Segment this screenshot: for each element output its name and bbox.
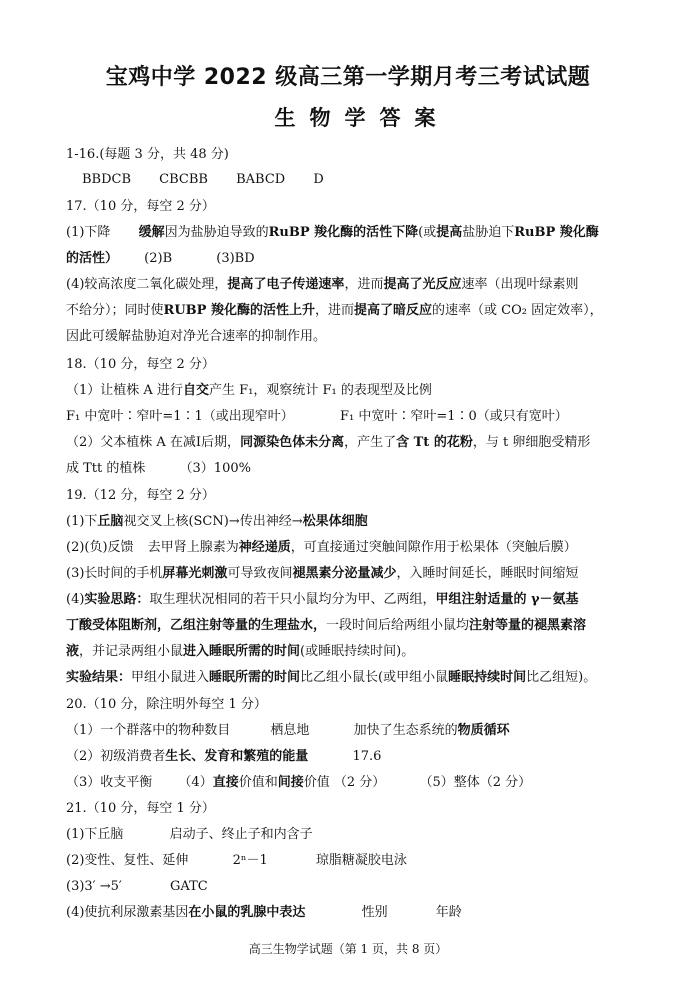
answer-group: CBCBB	[159, 172, 208, 187]
text: 速率（出现叶绿素则	[461, 277, 579, 292]
text: ，并记录两组小鼠	[79, 644, 184, 659]
text: 成 Ttt 的植株	[66, 461, 146, 476]
text-bold: 生长、发育和繁殖的能量	[165, 749, 309, 764]
text: (2)变性、复性、延伸	[66, 853, 189, 868]
q17-header: 17.（10 分，每空 2 分）	[66, 199, 215, 214]
text: （1）一个群落中的物种数目	[66, 723, 231, 738]
q19-line	[66, 565, 578, 583]
text: 取生理状况相同的若干只小鼠均分为甲、乙两组，	[149, 592, 436, 607]
q17-line	[66, 250, 255, 268]
text: (2)B	[144, 251, 173, 266]
text: F₁ 中宽叶∶窄叶=1∶0（或只有宽叶）	[339, 409, 568, 424]
text: （2）初级消费者	[66, 749, 166, 764]
text: 性别	[361, 905, 388, 920]
text-bold: 直接	[212, 775, 239, 790]
text-bold: 睡眠持续时间	[448, 670, 527, 685]
text-bold: 提高了暗反应	[353, 303, 432, 318]
text: (或	[418, 225, 437, 240]
text-bold: 缓解	[138, 225, 165, 240]
q19-header: 19.（12 分，每空 2 分）	[66, 488, 215, 503]
text-bold: 进入睡眠所需的时间	[183, 644, 301, 659]
text-bold: 提高	[436, 225, 463, 240]
text: 比乙组小鼠长(或甲组小鼠	[300, 670, 449, 685]
q19-line	[66, 643, 414, 661]
text-bold: 在小鼠的乳腺中表达	[188, 905, 306, 920]
text: （4）	[178, 775, 213, 790]
text: （3）100%	[179, 461, 251, 476]
answer-group: D	[313, 172, 324, 187]
text: (1)下丘脑	[66, 827, 124, 842]
text: ，与 t 卵细胞受精形	[472, 435, 591, 450]
q20-header: 20.（10 分，除注明外每空 1 分）	[66, 697, 267, 712]
text-bold: 物质循环	[457, 723, 510, 738]
text: ，可直接通过突触间隙作用于松果体（突触后膜）	[290, 540, 577, 555]
q19-line	[66, 513, 368, 531]
text: 年龄	[435, 905, 462, 920]
text: 栖息地	[270, 723, 310, 738]
q1-16-header: 1-16.(每题 3 分，共 48 分)	[66, 147, 229, 162]
text-bold: 丘脑	[97, 514, 124, 529]
text-bold: 提高了电子传递速率	[227, 277, 345, 292]
q20-line	[66, 722, 510, 740]
text: 琼脂糖凝胶电泳	[315, 853, 407, 868]
text: （2）父本植株 A 在减Ⅰ后期，	[66, 435, 241, 450]
text: （3）收支平衡	[66, 775, 153, 790]
q21-line	[66, 826, 313, 844]
q1-16-answers	[82, 171, 324, 189]
text-bold: RuBP 羧化酶	[514, 225, 599, 240]
text: (4)	[66, 592, 85, 607]
text: 盐胁迫下	[462, 225, 515, 240]
text-bold: 睡眠所需的时间	[209, 670, 301, 685]
text-bold: 自交	[182, 383, 209, 398]
text: 因为盐胁迫导致的	[164, 225, 269, 240]
text: 价值和	[238, 775, 278, 790]
q17-line	[66, 302, 603, 320]
text: 比乙组短)。	[526, 670, 597, 685]
text: (1)下	[66, 514, 98, 529]
text-bold: 实验结果：	[66, 670, 132, 685]
text-bold: 丁酸受体阻断剂，乙组注射等量的生理盐水，	[66, 618, 327, 633]
text: (3)长时间的手机	[66, 566, 163, 581]
q17-line	[66, 276, 578, 294]
q21-line	[66, 878, 208, 896]
text: 去甲肾上腺素为	[147, 540, 239, 555]
text: ，入睡时间延长，睡眠时间缩短	[396, 566, 579, 581]
page-title: 宝鸡中学 2022 级高三第一学期月考三考试试题	[105, 65, 591, 90]
q18-line	[66, 434, 590, 452]
text-bold: 实验思路：	[84, 592, 150, 607]
answer-group: BBDCB	[82, 172, 132, 187]
q18-line	[66, 408, 568, 426]
text: 2ⁿ－1	[232, 853, 268, 868]
text: ，进而	[344, 277, 384, 292]
answer-group: BABCD	[236, 172, 286, 187]
text-bold: 甲组注射适量的 γ－氨基	[435, 592, 579, 607]
text-bold: 提高了光反应	[383, 277, 462, 292]
q17-line	[66, 224, 599, 242]
q21-line	[66, 852, 407, 870]
text-bold: 的活性）	[66, 251, 119, 266]
text: 可导致夜间	[227, 566, 293, 581]
q18-line	[66, 382, 432, 400]
q20-line	[66, 748, 381, 766]
q19-line	[66, 591, 579, 609]
text: 价值 （2 分）	[303, 775, 386, 790]
page-footer: 高三生物学试题（第 1 页，共 8 页）	[248, 942, 448, 956]
text-bold: 褪黑素分泌量减少	[292, 566, 397, 581]
text: 甲组小鼠进入	[131, 670, 210, 685]
text-bold: 注射等量的褪黑素溶	[469, 618, 587, 633]
text: 的速率（或 CO₂ 固定效率），	[431, 303, 603, 318]
text: 不给分）；同时使	[66, 303, 164, 318]
q18-line	[66, 460, 251, 478]
text-bold: 屏幕光刺激	[162, 566, 228, 581]
text: 产生 F₁，观察统计 F₁ 的表现型及比例	[208, 383, 432, 398]
text: 17.6	[352, 749, 382, 764]
text: （5）整体（2 分）	[419, 775, 532, 790]
q21-header: 21.（10 分，每空 1 分）	[66, 801, 215, 816]
q19-line	[66, 539, 577, 557]
text: (4)较高浓度二氧化碳处理，	[66, 277, 228, 292]
text: 加快了生态系统的	[353, 723, 458, 738]
q19-line	[66, 617, 586, 635]
page-subtitle: 生物学答案	[274, 105, 450, 130]
text: F₁ 中宽叶∶窄叶=1∶1（或出现窄叶）	[66, 409, 294, 424]
text-bold: 含 Tt 的花粉	[396, 435, 473, 450]
text-bold: 同源染色体未分离	[240, 435, 345, 450]
text: (3)3′ →5′	[66, 879, 122, 894]
text: 视交叉上核(SCN)→传出神经→	[123, 514, 303, 529]
text-bold: 间接	[277, 775, 304, 790]
q17-line: 因此可缓解盐胁迫对净光合速率的抑制作用。	[66, 329, 327, 344]
text: GATC	[170, 879, 208, 894]
text-bold: 松果体细胞	[302, 514, 368, 529]
text: (1)下降	[66, 225, 111, 240]
text: （1）让植株 A 进行	[66, 383, 183, 398]
text-bold: 神经递质	[238, 540, 291, 555]
text: (3)BD	[216, 251, 255, 266]
text: (4)使抗利尿激素基因	[66, 905, 189, 920]
q18-header: 18.（10 分，每空 2 分）	[66, 357, 215, 372]
text: (2)(负)反馈	[66, 540, 134, 555]
q21-line	[66, 904, 462, 922]
text-bold: RuBP 羧化酶的活性下降	[268, 225, 419, 240]
q20-line	[66, 774, 531, 792]
text: 启动子、终止子和内含子	[169, 827, 313, 842]
text: ，产生了	[344, 435, 397, 450]
text: ，进而	[314, 303, 354, 318]
text-bold: RUBP 羧化酶的活性上升	[163, 303, 315, 318]
text: 一段时间后给两组小鼠均	[326, 618, 470, 633]
text: (或睡眠持续时间)。	[300, 644, 415, 659]
q19-line	[66, 669, 596, 687]
text-bold: 液	[66, 644, 80, 659]
